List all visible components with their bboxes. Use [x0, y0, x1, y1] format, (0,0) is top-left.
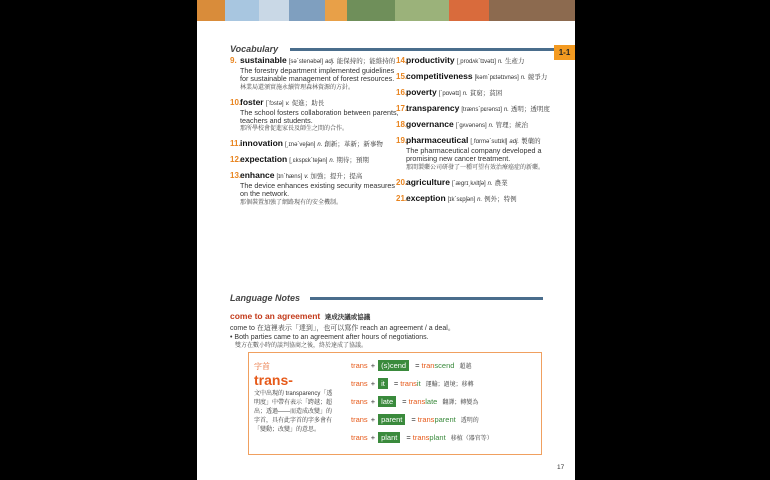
entry-number: 18. — [396, 120, 408, 129]
entry-part-of-speech: v. — [285, 100, 290, 107]
entry-meaning-zh: 期待；預期 — [336, 157, 369, 165]
entry-part-of-speech: n. — [488, 123, 494, 129]
vocab-entry — [396, 194, 551, 205]
entry-number: 19. — [396, 136, 408, 145]
entry-part-of-speech: n. — [497, 59, 503, 65]
entry-word: sustainable — [240, 55, 287, 65]
entry-word: competitiveness — [406, 71, 473, 81]
language-notes-rule — [310, 297, 543, 300]
prefix-part: trans — [351, 360, 368, 370]
entry-example-zh: 那個裝置加強了網路現有的安全機制。 — [240, 199, 343, 206]
result-rest: scend — [434, 360, 455, 370]
plus-sign: + — [370, 378, 376, 388]
entry-example: The forestry department implemented guidelines for sustainable management of forest resources. — [240, 66, 395, 84]
entry-meaning-zh: 農業 — [494, 179, 508, 187]
result-meaning-zh: 透明的 — [460, 417, 479, 424]
prefix-part: trans — [351, 396, 368, 406]
entry-number: 14. — [396, 56, 408, 65]
entry-word: foster — [240, 96, 264, 107]
result-meaning-zh: 運輸；過境；移轉 — [425, 381, 474, 388]
entry-number: 16. — [396, 88, 408, 97]
entry-number: 15. — [396, 72, 408, 81]
entry-headline — [240, 139, 400, 150]
entry-example-zh: 那間製藥公司研發了一種可望有效治療癌症的新藥。 — [406, 164, 545, 171]
entry-word: expectation — [240, 154, 288, 165]
entry-word: productivity — [406, 55, 455, 65]
entry-headline — [406, 72, 551, 83]
entry-part-of-speech: n. — [462, 91, 468, 97]
entry-meaning-zh: 能保持的；能維持的 — [336, 58, 396, 65]
entry-example-zh: 那所學校會促進家長及師生之間的合作。 — [240, 126, 349, 133]
plus-sign: + — [370, 414, 376, 424]
entry-phonetic: [͵ɛkspɛk`teʃən] — [289, 158, 328, 165]
entry-word: pharmaceutical — [406, 135, 469, 145]
prefix-intro — [254, 361, 334, 435]
result-meaning-zh: 翻譯；轉變為 — [442, 399, 479, 406]
result-rest: late — [425, 396, 438, 406]
entry-number: 20. — [396, 177, 408, 187]
entry-example-zh: 林業局還頒實施永續管理森林資源的方針。 — [240, 84, 355, 91]
entry-phonetic: [sə`stenəbəl] — [288, 59, 324, 65]
banner-photo — [325, 0, 347, 21]
entry-phonetic: [`gʌvənəns] — [455, 123, 487, 129]
prefix-part: trans — [351, 414, 368, 424]
prefix-part: trans — [351, 432, 368, 442]
entry-number: 17. — [396, 104, 408, 113]
vocabulary-heading: Vocabulary — [230, 44, 279, 54]
result-prefix: trans — [400, 378, 417, 388]
banner-photo — [395, 0, 449, 21]
entry-meaning-zh: 競爭力 — [527, 74, 548, 81]
entry-example: The device enhances existing security measures on the network. — [240, 181, 396, 199]
entry-phonetic: [`fɔstə] — [265, 100, 284, 107]
photo-banner — [197, 0, 575, 21]
entry-number: 13. — [230, 171, 242, 181]
entry-phonetic: [`pɑvətɪ] — [438, 91, 461, 97]
language-notes — [230, 306, 550, 351]
entry-headline — [406, 178, 551, 189]
prefix-description: 文中出現的 transparency「透明度」中帶有表示「跨越；超出；透過——而造成改變」的字首，具有此字首的字多會有「變動；改變」的意思。 — [254, 391, 333, 433]
entry-meaning-zh: 生產力 — [504, 58, 525, 65]
entry-meaning-zh: 貧窮；貧困 — [469, 90, 503, 97]
entry-meaning-zh: 製藥的 — [521, 138, 541, 145]
entry-part-of-speech: adj. — [509, 139, 520, 145]
entry-word: agriculture — [406, 176, 450, 187]
entry-phonetic: [træns`pɛrənsɪ] — [461, 107, 502, 113]
equals-sign: = — [415, 360, 420, 370]
vocab-entry — [396, 178, 551, 189]
entry-headline — [240, 98, 400, 109]
phrase-example: • Both parties came to an agreement after hours of negotiations. — [230, 334, 429, 341]
prefix-label: 字首 — [254, 362, 270, 371]
entry-phonetic: [ɪk`sɛpʃən] — [447, 196, 476, 203]
banner-photo — [347, 0, 395, 21]
entry-headline — [406, 88, 551, 99]
entry-meaning-zh: 加強；提升；提高 — [310, 173, 363, 181]
phrase-explanation: come to 在這裡表示「達到」，也可以寫作 reach an agreement / a deal。 — [230, 325, 455, 332]
result-prefix: trans — [417, 414, 435, 424]
entry-headline — [406, 120, 551, 131]
entry-meaning-zh: 促進；助長 — [291, 99, 325, 107]
prefix-row — [351, 377, 474, 389]
banner-photo — [489, 0, 575, 21]
entry-example: The school fosters collaboration between parents, teachers and students. — [240, 107, 399, 125]
entry-meaning-zh: 創新；革新；新事物 — [324, 141, 383, 149]
entry-word: enhance — [240, 170, 275, 181]
entry-part-of-speech: n. — [329, 158, 335, 165]
result-rest: it — [416, 378, 421, 388]
vocab-entry — [230, 98, 400, 135]
root-part: (s)cend — [378, 360, 409, 371]
entry-headline — [240, 155, 400, 166]
vocab-entry — [396, 104, 551, 115]
prefix-row — [351, 395, 478, 407]
vocab-entry — [396, 88, 551, 99]
prefix-part: trans — [351, 378, 368, 388]
vocab-entry — [230, 56, 400, 93]
equals-sign: = — [402, 396, 407, 406]
root-part: plant — [378, 432, 400, 443]
result-rest: parent — [434, 414, 456, 424]
unit-tab: 1-1 — [554, 45, 575, 60]
entry-meaning-zh: 例外；特例 — [484, 195, 517, 203]
entry-meaning-zh: 管理；統治 — [495, 122, 529, 129]
root-part: late — [378, 396, 396, 407]
root-part: it — [378, 378, 388, 389]
vocab-entry — [396, 72, 551, 83]
vocabulary-rule — [290, 48, 554, 51]
language-notes-heading: Language Notes — [230, 293, 301, 303]
banner-photo — [289, 0, 325, 21]
prefix-box — [248, 352, 542, 455]
entry-meaning-zh: 透明；透明度 — [510, 106, 550, 113]
vocab-entry — [396, 120, 551, 131]
entry-word: governance — [406, 119, 454, 129]
plus-sign: + — [370, 360, 376, 370]
phrase-zh: 達成決議或協議 — [324, 314, 371, 321]
vocab-entry — [230, 171, 400, 208]
vocab-right-column — [396, 56, 551, 210]
result-prefix: trans — [408, 396, 426, 406]
prefix-row — [351, 413, 479, 425]
result-prefix: tran — [421, 360, 435, 370]
entry-number: 12. — [230, 155, 242, 165]
entry-number: 10. — [230, 97, 242, 107]
entry-phonetic: [`ægrɪ͵kʌltʃə] — [451, 180, 486, 187]
entry-headline — [406, 104, 551, 115]
entry-number: 11. — [230, 139, 241, 149]
result-prefix: trans — [412, 432, 430, 442]
equals-sign: = — [406, 432, 411, 442]
phrase-example-zh: 雙方在數小時的談判協商之後，終於達成了協議。 — [235, 343, 368, 349]
entry-number: 21. — [396, 193, 408, 203]
entry-part-of-speech: n. — [487, 180, 493, 187]
vocab-entry — [230, 155, 400, 166]
banner-photo — [449, 0, 489, 21]
equals-sign: = — [411, 414, 416, 424]
page-number: 17 — [557, 464, 565, 471]
vocab-entry — [396, 56, 551, 67]
entry-part-of-speech: n. — [317, 142, 323, 149]
entry-phonetic: [kəm`pɛtətɪvnəs] — [474, 75, 519, 81]
entry-part-of-speech: v. — [304, 174, 309, 181]
entry-phonetic: [͵prodʌk`tɪvətɪ] — [456, 59, 496, 65]
prefix-row — [351, 431, 493, 443]
banner-photo — [225, 0, 259, 21]
entry-part-of-speech: n. — [477, 196, 483, 203]
entry-phonetic: [ɪn`hæns] — [276, 174, 303, 181]
entry-example: The pharmaceutical company developed a promising new cancer treatment. — [406, 146, 542, 164]
vocab-entry — [230, 139, 400, 150]
equals-sign: = — [393, 378, 399, 388]
entry-phonetic: [͵ɪnə`veʃən] — [284, 142, 316, 149]
vocab-left-column — [230, 56, 400, 213]
entry-headline — [406, 194, 551, 205]
entry-headline — [406, 56, 551, 67]
textbook-page — [197, 0, 575, 480]
entry-word: exception — [406, 192, 446, 203]
entry-word: innovation — [240, 138, 283, 149]
result-meaning-zh: 超越 — [459, 363, 472, 370]
entry-part-of-speech: n. — [503, 107, 509, 113]
entry-number: 9. — [230, 56, 237, 65]
entry-word: transparency — [406, 103, 460, 113]
banner-photo — [197, 0, 225, 21]
prefix-title: trans- — [254, 372, 293, 388]
entry-part-of-speech: n. — [520, 75, 526, 81]
plus-sign: + — [370, 396, 376, 406]
phrase: come to an agreement — [230, 311, 321, 321]
prefix-row — [351, 359, 471, 371]
result-meaning-zh: 移植（器官等） — [450, 435, 493, 442]
root-part: parent — [378, 414, 405, 425]
vocab-entry — [396, 136, 551, 173]
entry-part-of-speech: adj. — [325, 59, 335, 65]
banner-photo — [259, 0, 289, 21]
result-rest: plant — [429, 432, 446, 442]
entry-word: poverty — [406, 87, 437, 97]
entry-phonetic: [͵fɑrmə`sutɪkḷ] — [470, 139, 508, 145]
plus-sign: + — [370, 432, 376, 442]
